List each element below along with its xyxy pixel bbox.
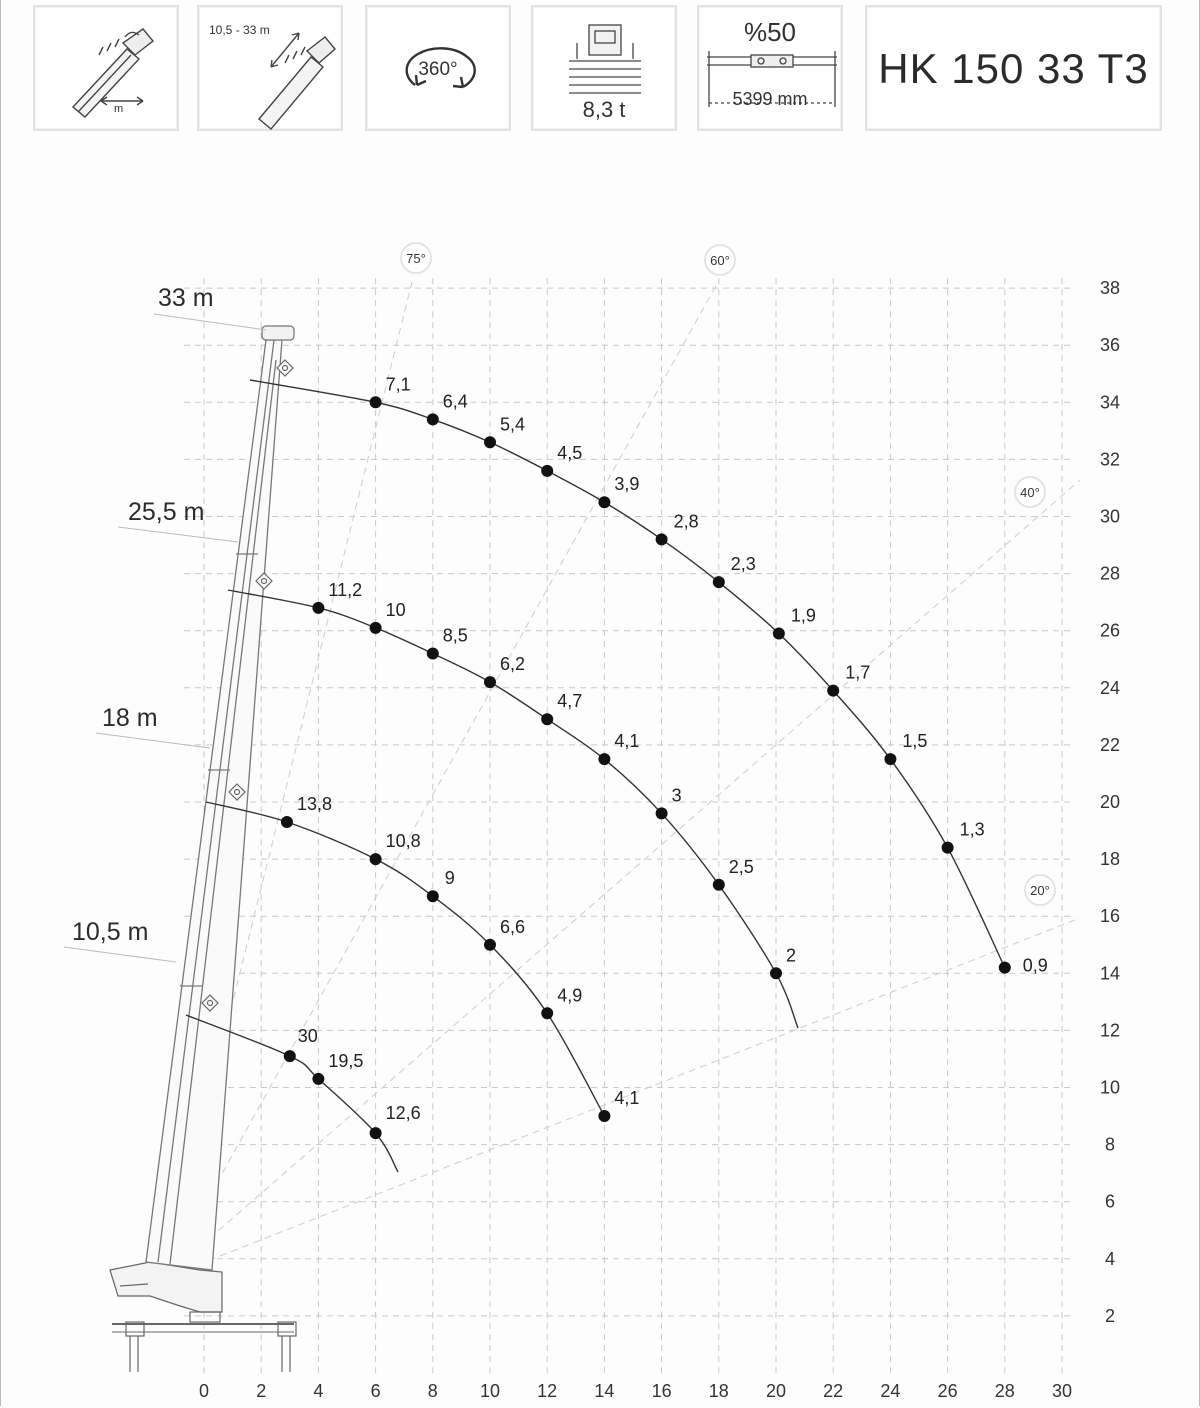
y-tick-label: 32: [1099, 449, 1121, 470]
load-point-label: 6,6: [500, 916, 526, 937]
angle-label: 40°: [1020, 485, 1040, 500]
load-point: [541, 465, 553, 477]
load-point: [713, 879, 725, 891]
x-tick-label: 12: [537, 1381, 558, 1401]
x-tick-label: 16: [651, 1381, 672, 1401]
load-point: [284, 1050, 296, 1062]
y-tick-label: 20: [1099, 792, 1121, 812]
y-tick-label: 16: [1099, 906, 1121, 927]
angle-label: 20°: [1030, 883, 1050, 898]
x-tick-label: 8: [427, 1381, 438, 1401]
y-tick-label: 6: [1104, 1191, 1116, 1212]
boom-length-leader: [154, 314, 266, 330]
load-point: [370, 622, 382, 634]
x-tick-label: 4: [313, 1381, 324, 1401]
load-point: [541, 713, 553, 725]
y-tick-label: 22: [1099, 734, 1121, 755]
load-point-label: 1,5: [902, 731, 928, 752]
load-point: [656, 807, 668, 819]
load-point: [541, 1007, 553, 1019]
y-tick-label: 2: [1104, 1305, 1116, 1326]
boom-length-label: 18 m: [102, 704, 158, 732]
boom-length-leader: [96, 733, 210, 748]
load-point-label: 2: [786, 945, 797, 966]
load-point-label: 2,8: [673, 511, 699, 532]
load-point-label: 9: [444, 868, 455, 889]
extension-range-label: 10,5 - 33 m: [209, 23, 270, 37]
y-tick-label: 36: [1099, 335, 1121, 356]
y-tick-label: 18: [1099, 849, 1121, 870]
x-tick-label: 28: [994, 1381, 1015, 1401]
angle-guide-lines: [164, 243, 1080, 1278]
load-point-label: 1,3: [959, 819, 985, 840]
load-point: [598, 1110, 610, 1122]
x-tick-label: 14: [594, 1381, 615, 1401]
load-point-label: 6,4: [442, 391, 468, 412]
y-tick-label: 34: [1099, 392, 1121, 413]
crane-drawing: [110, 326, 296, 1372]
x-tick-label: 20: [765, 1381, 787, 1401]
slew-label: 360°: [418, 59, 458, 80]
x-tick-label: 18: [708, 1381, 729, 1401]
outrigger-span-label: 5399 mm: [732, 89, 808, 109]
x-tick-label: 22: [823, 1381, 844, 1401]
load-point-label: 10: [385, 599, 406, 620]
load-point-label: 2,3: [730, 554, 756, 575]
load-point: [484, 436, 496, 448]
x-tick-label: 30: [1051, 1381, 1073, 1401]
boom-length-label: 33 m: [158, 284, 214, 312]
x-tick-label: 0: [198, 1381, 210, 1401]
load-point: [484, 939, 496, 951]
y-tick-label: 12: [1099, 1020, 1121, 1041]
load-curves: [186, 374, 1048, 1172]
load-point: [281, 816, 293, 828]
load-point: [770, 967, 782, 979]
y-tick-label: 38: [1099, 278, 1121, 299]
load-point: [713, 576, 725, 588]
load-point: [312, 602, 324, 614]
y-tick-label: 28: [1099, 563, 1121, 584]
load-point-label: 1,9: [790, 605, 816, 626]
y-tick-label: 14: [1099, 963, 1121, 984]
load-point-label: 8,5: [442, 625, 468, 646]
load-point-label: 4,1: [614, 731, 640, 752]
load-point-label: 4,9: [557, 985, 583, 1006]
load-point-label: 4,7: [557, 691, 583, 712]
load-point: [884, 753, 896, 765]
load-point-label: 13,8: [296, 793, 332, 814]
outrigger-ratio-label: %50: [743, 17, 797, 47]
boom-length-label: 10,5 m: [72, 918, 149, 946]
load-point-label: 4,5: [557, 442, 583, 463]
load-point: [427, 890, 439, 902]
y-tick-label: 4: [1104, 1248, 1116, 1269]
load-point-label: 6,2: [500, 654, 526, 675]
x-tick-label: 2: [256, 1381, 267, 1401]
load-point-label: 10,8: [385, 831, 421, 852]
boom-length-label: 25,5 m: [128, 498, 205, 526]
load-point: [942, 842, 954, 854]
x-tick-label: 6: [370, 1381, 381, 1401]
load-point: [827, 685, 839, 697]
load-point-label: 2,5: [728, 856, 754, 877]
load-point-label: 19,5: [328, 1050, 364, 1071]
load-point-label: 3: [671, 785, 682, 806]
load-point: [598, 753, 610, 765]
y-tick-label: 26: [1099, 620, 1121, 641]
load-point: [312, 1073, 324, 1085]
load-point: [656, 533, 668, 545]
boom-length-leader: [64, 947, 176, 962]
y-tick-label: 24: [1099, 677, 1121, 698]
load-point: [598, 496, 610, 508]
load-point-label: 30: [297, 1026, 318, 1047]
load-point-label: 5,4: [500, 414, 526, 435]
y-tick-label: 30: [1099, 506, 1121, 527]
reach-unit-label: m: [114, 103, 124, 115]
weight-label: 8,3 t: [582, 97, 626, 122]
load-point: [370, 853, 382, 865]
angle-line: [164, 480, 1080, 1278]
load-point-label: 0,9: [1022, 955, 1048, 976]
load-curve: [250, 380, 1005, 968]
model-name: HK 150 33 T3: [878, 45, 1149, 92]
y-tick-label: 8: [1104, 1134, 1116, 1155]
load-point: [427, 413, 439, 425]
load-point: [773, 628, 785, 640]
load-point-label: 1,7: [845, 662, 871, 683]
load-point: [370, 396, 382, 408]
load-point-label: 7,1: [385, 374, 411, 395]
x-tick-label: 10: [479, 1381, 501, 1401]
angle-label: 60°: [710, 253, 730, 268]
load-point-label: 11,2: [328, 579, 363, 600]
load-point: [427, 648, 439, 660]
load-point-label: 12,6: [385, 1103, 421, 1124]
load-point-label: 4,1: [614, 1088, 640, 1109]
load-point: [999, 962, 1011, 974]
load-point: [484, 676, 496, 688]
boom-length-leader: [118, 527, 238, 542]
x-tick-label: 26: [937, 1381, 958, 1401]
angle-label: 75°: [406, 251, 426, 266]
chart-grid: [184, 278, 1072, 1373]
load-point-label: 3,9: [614, 474, 640, 495]
y-tick-label: 10: [1099, 1077, 1121, 1098]
x-tick-label: 24: [880, 1381, 901, 1401]
load-point: [370, 1127, 382, 1139]
